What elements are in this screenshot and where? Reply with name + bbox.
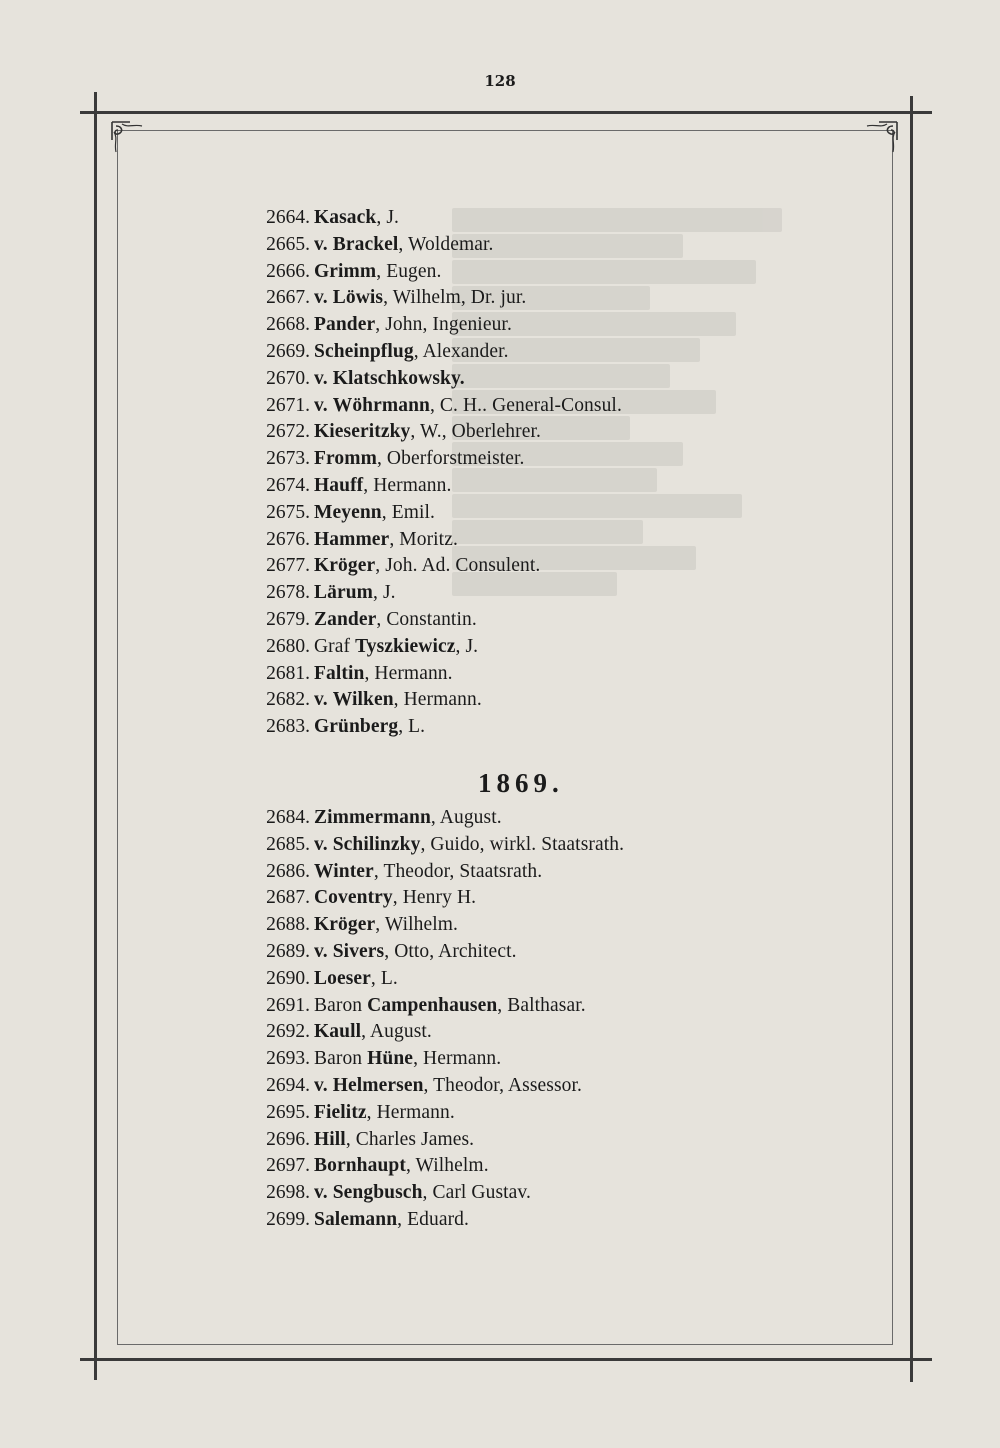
- entry-name: Pander: [314, 314, 376, 336]
- entry-name: Salemann: [314, 1208, 398, 1230]
- entry-detail: Charles James.: [355, 1128, 475, 1150]
- entry-name: Wöhrmann: [332, 394, 430, 416]
- entry-number: 2696.: [266, 1128, 310, 1150]
- list-item: 2683. Grünberg, L.: [240, 714, 800, 741]
- entry-number: 2689.: [266, 940, 310, 962]
- entry-number: 2680.: [266, 635, 310, 657]
- entry-detail: Eugen.: [386, 260, 442, 282]
- entry-number: 2691.: [266, 994, 310, 1016]
- list-item: 2685. v. Schilinzky, Guido, wirkl. Staatsrath.: [240, 832, 800, 859]
- entry-detail: August.: [369, 1021, 432, 1043]
- list-item: 2676. Hammer, Moritz.: [240, 527, 800, 554]
- entry-prefix: v.: [314, 287, 328, 309]
- entry-number: 2684.: [266, 806, 310, 828]
- entry-number: 2686.: [266, 860, 310, 882]
- list-item: 2680. Graf Tyszkiewicz, J.: [240, 634, 800, 661]
- entry-prefix: Baron: [314, 1048, 363, 1070]
- list-item: 2688. Kröger, Wilhelm.: [240, 912, 800, 939]
- entry-number: 2683.: [266, 716, 310, 738]
- list-item: 2677. Kröger, Joh. Ad. Consulent.: [240, 553, 800, 580]
- entry-detail: August.: [439, 806, 502, 828]
- entry-detail: Theodor, Assessor.: [433, 1074, 583, 1096]
- list-item: 2671. v. Wöhrmann, C. H.. General-Consul.: [240, 393, 800, 420]
- entry-name: Lärum: [314, 582, 373, 604]
- page-number: 128: [484, 72, 516, 90]
- entry-name: Schilinzky: [332, 833, 421, 855]
- entry-detail: Hermann.: [373, 474, 452, 496]
- list-item: 2675. Meyenn, Emil.: [240, 500, 800, 527]
- entry-detail: Emil.: [391, 501, 436, 523]
- list-item: 2669. Scheinpflug, Alexander.: [240, 339, 800, 366]
- entry-detail: Theodor, Staatsrath.: [383, 860, 543, 882]
- entry-number: 2673.: [266, 448, 310, 470]
- entry-name: Kröger: [314, 914, 376, 936]
- list-item: 2699. Salemann, Eduard.: [240, 1207, 800, 1234]
- entry-number: 2672.: [266, 421, 310, 443]
- entry-name: Faltin: [314, 662, 365, 684]
- entry-detail: Hermann.: [423, 1048, 502, 1070]
- entry-detail: Wilhelm.: [384, 914, 458, 936]
- entry-detail: Constantin.: [386, 608, 477, 630]
- list-item: 2696. Hill, Charles James.: [240, 1127, 800, 1154]
- entry-detail: Hermann.: [403, 689, 482, 711]
- entry-name: Wilken: [332, 689, 394, 711]
- entry-name: Helmersen: [332, 1074, 424, 1096]
- entry-number: 2667.: [266, 287, 310, 309]
- entry-number: 2694.: [266, 1074, 310, 1096]
- entry-name: Hauff: [314, 474, 364, 496]
- entry-prefix: v.: [314, 689, 328, 711]
- entry-prefix: v.: [314, 1182, 328, 1204]
- entry-name: Loeser: [314, 967, 371, 989]
- list-item: 2698. v. Sengbusch, Carl Gustav.: [240, 1180, 800, 1207]
- entry-name: Fromm: [314, 448, 377, 470]
- frame-right-line: [910, 96, 913, 1382]
- entry-name: Sivers: [332, 940, 385, 962]
- list-item: 2687. Coventry, Henry H.: [240, 885, 800, 912]
- entry-name: Zimmermann: [314, 806, 431, 828]
- entry-name: Hill: [314, 1128, 346, 1150]
- entry-number: 2664.: [266, 207, 310, 228]
- list-item: 2679. Zander, Constantin.: [240, 607, 800, 634]
- member-list: [240, 205, 800, 1234]
- entry-number: 2674.: [266, 474, 310, 496]
- entry-number: 2685.: [266, 833, 310, 855]
- frame-left-line: [94, 92, 97, 1380]
- entry-name: Fielitz: [314, 1101, 367, 1123]
- entry-number: 2675.: [266, 501, 310, 523]
- list-item: 2694. v. Helmersen, Theodor, Assessor.: [240, 1073, 800, 1100]
- entry-detail: Eduard.: [407, 1208, 469, 1230]
- frame-bottom-line: [80, 1358, 932, 1361]
- entry-number: 2693.: [266, 1048, 310, 1070]
- entry-prefix: v.: [314, 367, 328, 389]
- entry-name: Bornhaupt: [314, 1155, 406, 1177]
- entry-detail: Hermann.: [376, 1101, 455, 1123]
- entry-name: Coventry: [314, 887, 393, 909]
- entry-name: Winter: [314, 860, 374, 882]
- entry-detail: Wilhelm, Dr. jur.: [392, 287, 527, 309]
- entry-prefix: v.: [314, 1074, 328, 1096]
- entry-name: Grimm: [314, 260, 377, 282]
- entry-detail: L.: [380, 967, 398, 989]
- list-item: 2691. Baron Campenhausen, Balthasar.: [240, 993, 800, 1020]
- list-item: 2684. Zimmermann, August.: [240, 805, 800, 832]
- frame-top-line: [80, 111, 932, 114]
- entry-name: Zander: [314, 608, 377, 630]
- list-item: 2693. Baron Hüne, Hermann.: [240, 1046, 800, 1073]
- entry-number: 2670.: [266, 367, 310, 389]
- entry-number: 2668.: [266, 314, 310, 336]
- entry-number: 2679.: [266, 608, 310, 630]
- list-item: [240, 366, 800, 393]
- entry-prefix: Graf: [314, 635, 351, 657]
- entry-detail: C. H.. General-Consul.: [439, 394, 622, 416]
- entry-detail: Oberforstmeister.: [386, 448, 525, 470]
- entry-name: Meyenn: [314, 501, 382, 523]
- list-item: 2692. Kaull, August.: [240, 1019, 800, 1046]
- list-item: 2668. Pander, John, Ingenieur.: [240, 312, 800, 339]
- entry-name: Tyszkiewicz: [355, 635, 456, 657]
- entry-number: 2669.: [266, 340, 310, 362]
- entry-detail: Moritz.: [399, 528, 458, 550]
- entry-name: Hammer: [314, 528, 390, 550]
- corner-ornament-icon: [108, 118, 152, 162]
- entry-number: 2676.: [266, 528, 310, 550]
- entry-detail: Hermann.: [374, 662, 453, 684]
- entry-number: 2698.: [266, 1182, 310, 1204]
- entry-name: Grünberg: [314, 716, 399, 738]
- entry-number: 2666.: [266, 260, 310, 282]
- entry-name: Kieseritzky: [314, 421, 411, 443]
- entry-number: 2677.: [266, 555, 310, 577]
- entry-detail: L.: [408, 716, 426, 738]
- list-item: 2666. Grimm, Eugen.: [240, 259, 800, 286]
- list-item: 2673. Fromm, Oberforstmeister.: [240, 446, 800, 473]
- entry-name: Kaull: [314, 1021, 362, 1043]
- entry-name: Scheinpflug: [314, 340, 414, 362]
- entry-number: 2682.: [266, 689, 310, 711]
- entry-name: Campenhausen: [367, 994, 498, 1016]
- entry-name: Kasack: [314, 207, 377, 228]
- entry-prefix: v.: [314, 940, 328, 962]
- entry-detail: Woldemar.: [408, 233, 494, 255]
- entry-name: Kröger: [314, 555, 376, 577]
- entry-name: Löwis: [332, 287, 384, 309]
- entry-detail: Joh. Ad. Consulent.: [385, 555, 541, 577]
- entry-detail: J.: [386, 207, 399, 228]
- entry-number: 2671.: [266, 394, 310, 416]
- entry-detail: J.: [382, 582, 396, 604]
- entry-detail: Otto, Architect.: [394, 940, 517, 962]
- entry-number: 2678.: [266, 582, 310, 604]
- entry-detail: Carl Gustav.: [432, 1182, 531, 1204]
- list-item: 2686. Winter, Theodor, Staatsrath.: [240, 859, 800, 886]
- entry-number: 2697.: [266, 1155, 310, 1177]
- entry-name: Brackel: [332, 233, 399, 255]
- entry-detail: Alexander.: [422, 340, 509, 362]
- entry-detail: Henry H.: [402, 887, 477, 909]
- list-item: 2678. Lärum, J.: [240, 580, 800, 607]
- entry-prefix: Baron: [314, 994, 363, 1016]
- entry-number: 2690.: [266, 967, 310, 989]
- entry-name: Sengbusch: [332, 1182, 423, 1204]
- entry-detail: Guido, wirkl. Staatsrath.: [430, 833, 625, 855]
- entry-prefix: v.: [314, 394, 328, 416]
- corner-ornament-icon: [857, 118, 901, 162]
- section-year-heading: 1869.: [478, 767, 564, 798]
- list-item: 2690. Loeser, L.: [240, 966, 800, 993]
- entry-number: 2681.: [266, 662, 310, 684]
- entry-number: 2688.: [266, 914, 310, 936]
- entry-detail: John, Ingenieur.: [385, 314, 512, 336]
- list-item: 2664. Kasack, J.: [240, 205, 800, 232]
- list-item: 2667. v. Löwis, Wilhelm, Dr. jur.: [240, 285, 800, 312]
- entry-number: 2695.: [266, 1101, 310, 1123]
- entry-detail: Wilhelm.: [415, 1155, 489, 1177]
- list-item: 2682. v. Wilken, Hermann.: [240, 687, 800, 714]
- list-item: 2695. Fielitz, Hermann.: [240, 1100, 800, 1127]
- entry-detail: Balthasar.: [507, 994, 586, 1016]
- entry-number: 2687.: [266, 887, 310, 909]
- entry-number: 2699.: [266, 1208, 310, 1230]
- entry-detail: W., Oberlehrer.: [420, 421, 542, 443]
- entry-number: 2665.: [266, 233, 310, 255]
- list-item: 2697. Bornhaupt, Wilhelm.: [240, 1153, 800, 1180]
- list-item: 2689. v. Sivers, Otto, Architect.: [240, 939, 800, 966]
- entry-prefix: v.: [314, 233, 328, 255]
- entry-number: 2692.: [266, 1021, 310, 1043]
- list-item: 2665. v. Brackel, Woldemar.: [240, 232, 800, 259]
- entry-name: Hüne: [367, 1048, 414, 1070]
- list-item: 2672. Kieseritzky, W., Oberlehrer.: [240, 419, 800, 446]
- entry-detail: J.: [465, 635, 479, 657]
- list-item: 2674. Hauff, Hermann.: [240, 473, 800, 500]
- entry-prefix: v.: [314, 833, 328, 855]
- list-item: 2681. Faltin, Hermann.: [240, 661, 800, 688]
- entry-name: Klatschkowsky.: [332, 367, 465, 389]
